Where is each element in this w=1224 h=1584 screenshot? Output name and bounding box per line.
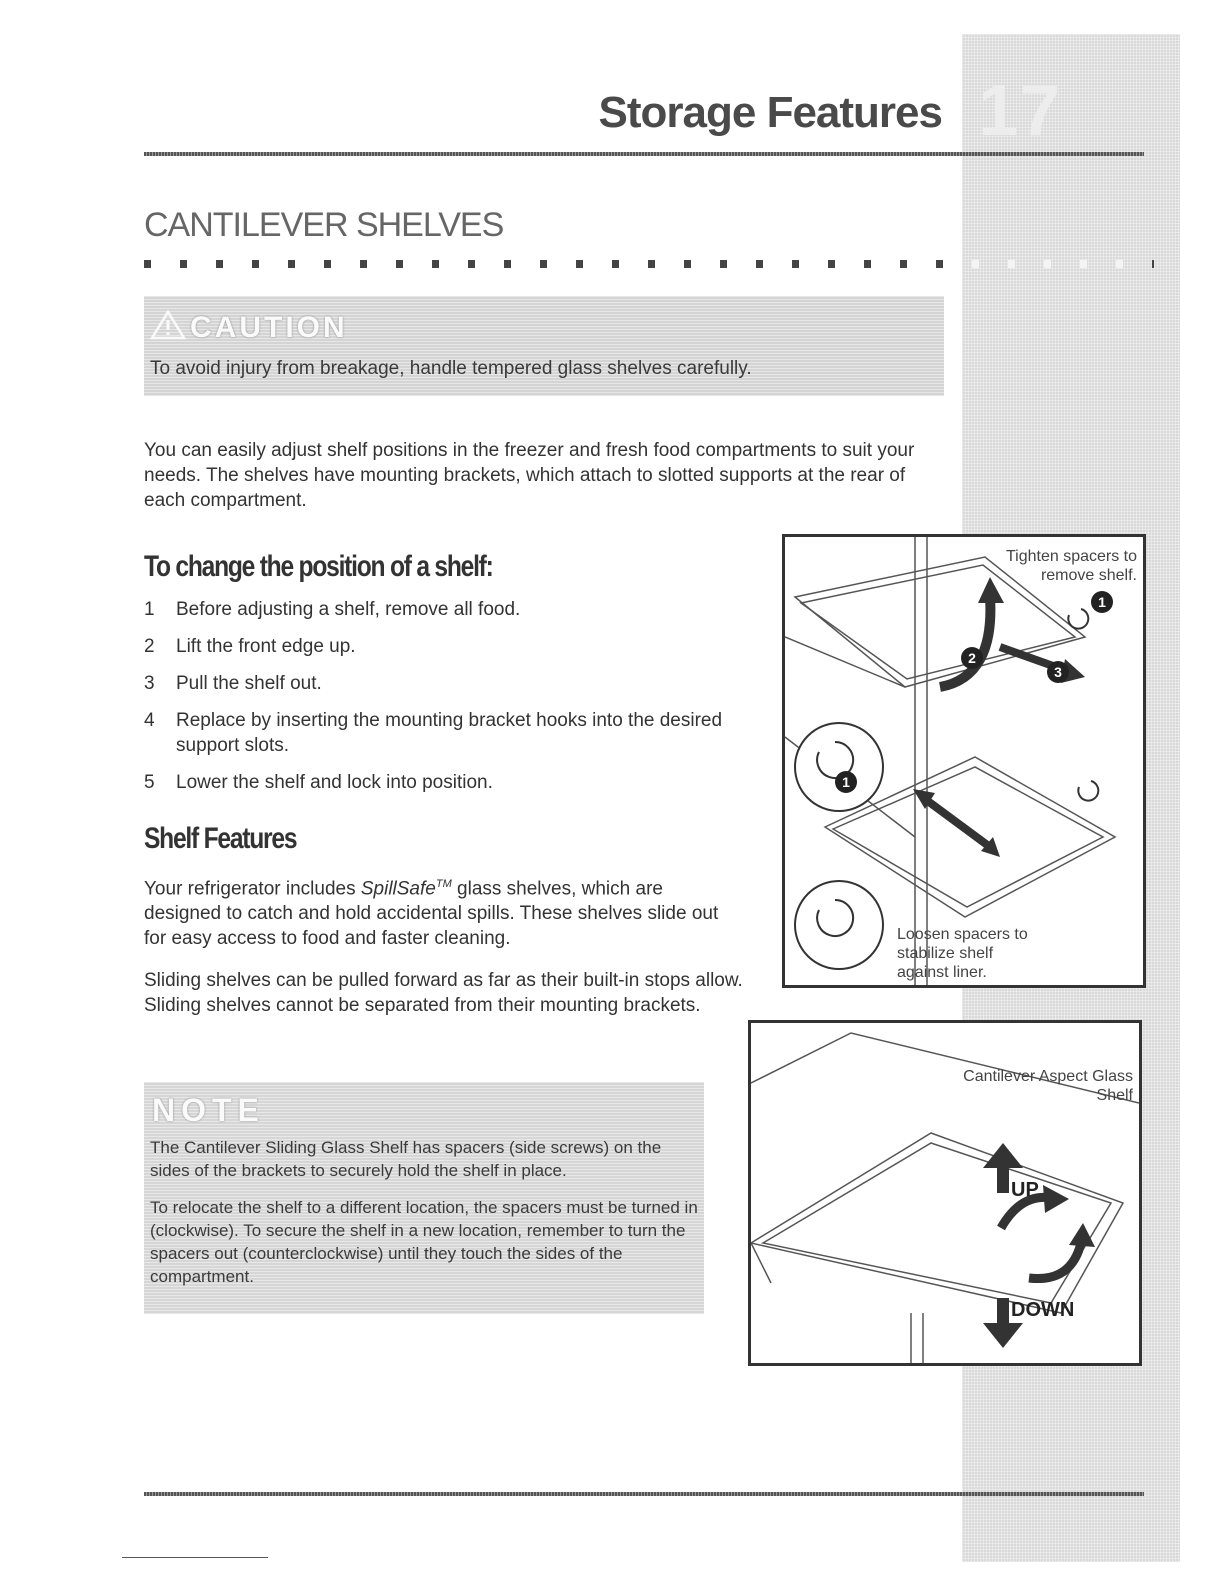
step-marker-1: 1 <box>835 771 857 793</box>
shelf-features-text-start: Your refrigerator includes <box>144 878 361 900</box>
figure1-top-label: Tighten spacers to remove shelf. <box>1005 548 1137 584</box>
figure1-bottom-label: Loosen spacers to stabilize shelf against liner. <box>897 926 1028 981</box>
bottom-link-line <box>122 1557 268 1558</box>
list-item <box>144 770 744 795</box>
page-title: Storage Features <box>598 88 942 137</box>
list-item <box>144 708 744 758</box>
header-rule <box>144 152 1144 156</box>
shelf-features-text-end: glass shelves, which are designed to catch and hold accidental spills. These shelves slide out for easy access to food and faster cleaning. <box>144 878 719 950</box>
caution-box <box>144 296 944 396</box>
down-label: DOWN <box>1011 1299 1075 1321</box>
shelf-removal-drawing <box>785 537 1143 985</box>
step-marker-3: 3 <box>1047 661 1069 683</box>
step-text: Replace by inserting the mounting bracket hooks into the desired support slots. <box>176 710 723 756</box>
step-text: Pull the shelf out. <box>176 673 322 694</box>
list-item <box>144 671 744 696</box>
up-label: UP <box>1011 1179 1039 1201</box>
page-number: 17 <box>978 71 1063 151</box>
step-number: 4 <box>144 710 155 731</box>
step-marker-1: 1 <box>1091 591 1113 613</box>
footer-rule <box>144 1492 1144 1496</box>
list-item <box>144 597 744 622</box>
step-number: 3 <box>144 673 155 694</box>
note-title: NOTE <box>152 1092 265 1128</box>
caution-title-text: CAUTION <box>190 310 348 344</box>
step-text: Lift the front edge up. <box>176 636 356 657</box>
warning-triangle-icon <box>150 310 186 348</box>
step-marker-2: 2 <box>961 647 983 669</box>
figure2-label: Cantilever Aspect Glass Shelf <box>963 1068 1133 1104</box>
note-paragraph: The Cantilever Sliding Glass Shelf has spacers (side screws) on the sides of the brackets to securely hold the shelf in place. <box>150 1138 662 1180</box>
shelf-features-heading: Shelf Features <box>144 822 297 855</box>
step-number: 2 <box>144 636 155 657</box>
caution-title <box>150 310 348 348</box>
intro-paragraph: You can easily adjust shelf positions in the freezer and fresh food compartments to suit your needs. The shelves have mounting brackets, which attach to slotted supports at the rear of each compartment. <box>144 440 915 511</box>
note-paragraph: To relocate the shelf to a different location, the spacers must be turned in (clockwise). To secure the shelf in a new location, remember to turn the spacers out (counterclockwise) until they touch the sides of the compartment. <box>150 1198 698 1286</box>
change-position-heading: To change the position of a shelf: <box>144 550 493 583</box>
shelf-tilt-illustration <box>748 1020 1142 1366</box>
spillsafe-brand: SpillSafe <box>360 878 436 900</box>
section-heading: CANTILEVER SHELVES <box>144 206 504 244</box>
steps-list <box>144 597 744 807</box>
note-box <box>144 1082 704 1314</box>
dotted-divider-sidebar <box>972 260 1152 268</box>
step-number: 1 <box>144 599 155 620</box>
sliding-shelves-paragraph: Sliding shelves can be pulled forward as far as their built-in stops allow. Sliding shelves cannot be separated from their mounting brackets. <box>144 970 743 1016</box>
step-text: Lower the shelf and lock into position. <box>176 772 493 793</box>
list-item <box>144 634 744 659</box>
shelf-removal-illustration <box>782 534 1146 988</box>
step-number: 5 <box>144 772 155 793</box>
caution-text: To avoid injury from breakage, handle tempered glass shelves carefully. <box>150 358 752 379</box>
step-text: Before adjusting a shelf, remove all food. <box>176 599 521 620</box>
trademark-mark: TM <box>435 878 452 890</box>
shelf-features-paragraph <box>144 872 744 951</box>
